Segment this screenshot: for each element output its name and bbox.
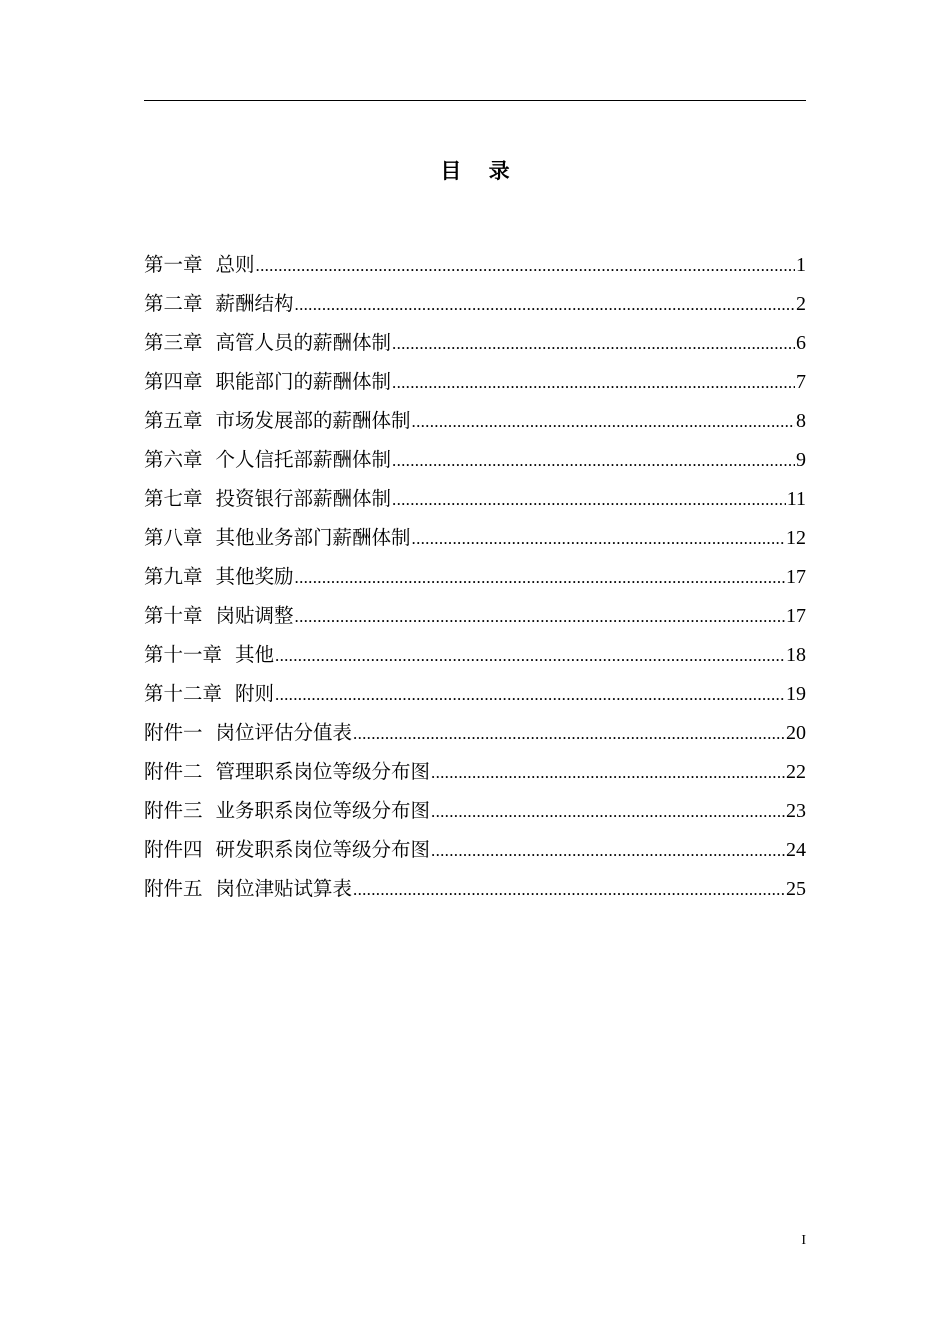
toc-chapter-label: 附件四	[144, 838, 203, 861]
toc-entry[interactable]	[144, 635, 806, 674]
toc-heading: 管理职系岗位等级分布图	[215, 760, 431, 783]
toc-heading: 其他奖励	[215, 565, 294, 588]
toc-page-number: 20	[786, 722, 806, 744]
toc-chapter-label: 附件一	[144, 721, 203, 744]
toc-title: 目 录	[440, 158, 520, 183]
toc-chapter-label: 第十一章	[144, 643, 223, 666]
toc-chapter-label: 第二章	[144, 292, 203, 315]
toc-dot-leader	[256, 246, 795, 285]
toc-entry[interactable]	[144, 518, 806, 557]
toc-page-number: 11	[786, 488, 806, 510]
toc-chapter-label: 第十章	[144, 604, 203, 627]
toc-entry[interactable]	[144, 596, 806, 635]
toc-dot-leader	[431, 831, 785, 870]
toc-page-number: 7	[796, 371, 806, 393]
toc-chapter-label: 第八章	[144, 526, 203, 549]
toc-dot-leader	[412, 519, 785, 558]
toc-heading: 市场发展部的薪酬体制	[215, 409, 411, 432]
toc-heading: 总则	[215, 253, 255, 276]
toc-heading: 岗位评估分值表	[215, 721, 353, 744]
toc-heading: 附则	[235, 682, 275, 705]
toc-dot-leader	[353, 714, 785, 753]
toc-entry[interactable]	[144, 791, 806, 830]
toc-entry[interactable]	[144, 440, 806, 479]
toc-heading: 研发职系岗位等级分布图	[215, 838, 431, 861]
toc-heading: 高管人员的薪酬体制	[215, 331, 392, 354]
toc-heading: 薪酬结构	[215, 292, 294, 315]
page-number: I	[801, 1233, 806, 1248]
toc-dot-leader	[295, 597, 785, 636]
toc-heading: 岗贴调整	[215, 604, 294, 627]
toc-page-number: 23	[786, 800, 806, 822]
toc-page-number: 9	[796, 449, 806, 471]
toc-dot-leader	[392, 363, 795, 402]
toc-page-number: 18	[786, 644, 806, 666]
toc-page-number: 22	[786, 761, 806, 783]
toc-page-number: 17	[786, 566, 806, 588]
toc-chapter-label: 第五章	[144, 409, 203, 432]
toc-page-number: 25	[786, 878, 806, 900]
toc-dot-leader	[392, 324, 795, 363]
toc-entry[interactable]	[144, 284, 806, 323]
toc-chapter-label: 第四章	[144, 370, 203, 393]
toc-entry[interactable]	[144, 713, 806, 752]
toc-page-number: 24	[786, 839, 806, 861]
toc-dot-leader	[392, 441, 795, 480]
table-of-contents	[144, 245, 806, 908]
toc-page-number: 19	[786, 683, 806, 705]
toc-heading: 其他	[235, 643, 275, 666]
toc-chapter-label: 第一章	[144, 253, 203, 276]
header-rule	[144, 100, 806, 101]
toc-entry[interactable]	[144, 479, 806, 518]
toc-heading: 其他业务部门薪酬体制	[215, 526, 411, 549]
toc-entry[interactable]	[144, 557, 806, 596]
toc-dot-leader	[353, 870, 785, 909]
toc-page-number: 8	[796, 410, 806, 432]
toc-heading: 岗位津贴试算表	[215, 877, 353, 900]
toc-entry[interactable]	[144, 752, 806, 791]
toc-page-number: 1	[796, 254, 806, 276]
toc-chapter-label: 第七章	[144, 487, 203, 510]
toc-page-number: 2	[796, 293, 806, 315]
toc-chapter-label: 附件二	[144, 760, 203, 783]
toc-page-number: 17	[786, 605, 806, 627]
toc-dot-leader	[392, 480, 786, 519]
toc-heading: 个人信托部薪酬体制	[215, 448, 392, 471]
toc-entry[interactable]	[144, 869, 806, 908]
toc-dot-leader	[295, 558, 785, 597]
toc-chapter-label: 附件五	[144, 877, 203, 900]
toc-chapter-label: 第九章	[144, 565, 203, 588]
toc-chapter-label: 第三章	[144, 331, 203, 354]
toc-dot-leader	[275, 636, 785, 675]
toc-entry[interactable]	[144, 362, 806, 401]
toc-entry[interactable]	[144, 323, 806, 362]
toc-dot-leader	[431, 753, 785, 792]
toc-heading: 业务职系岗位等级分布图	[215, 799, 431, 822]
toc-dot-leader	[275, 675, 785, 714]
toc-dot-leader	[431, 792, 785, 831]
toc-chapter-label: 第六章	[144, 448, 203, 471]
toc-page-number: 12	[786, 527, 806, 549]
toc-dot-leader	[412, 402, 795, 441]
toc-page-number: 6	[796, 332, 806, 354]
toc-dot-leader	[295, 285, 795, 324]
toc-heading: 投资银行部薪酬体制	[215, 487, 392, 510]
toc-entry[interactable]	[144, 674, 806, 713]
toc-chapter-label: 附件三	[144, 799, 203, 822]
toc-entry[interactable]	[144, 245, 806, 284]
toc-chapter-label: 第十二章	[144, 682, 223, 705]
toc-heading: 职能部门的薪酬体制	[215, 370, 392, 393]
toc-entry[interactable]	[144, 830, 806, 869]
toc-entry[interactable]	[144, 401, 806, 440]
